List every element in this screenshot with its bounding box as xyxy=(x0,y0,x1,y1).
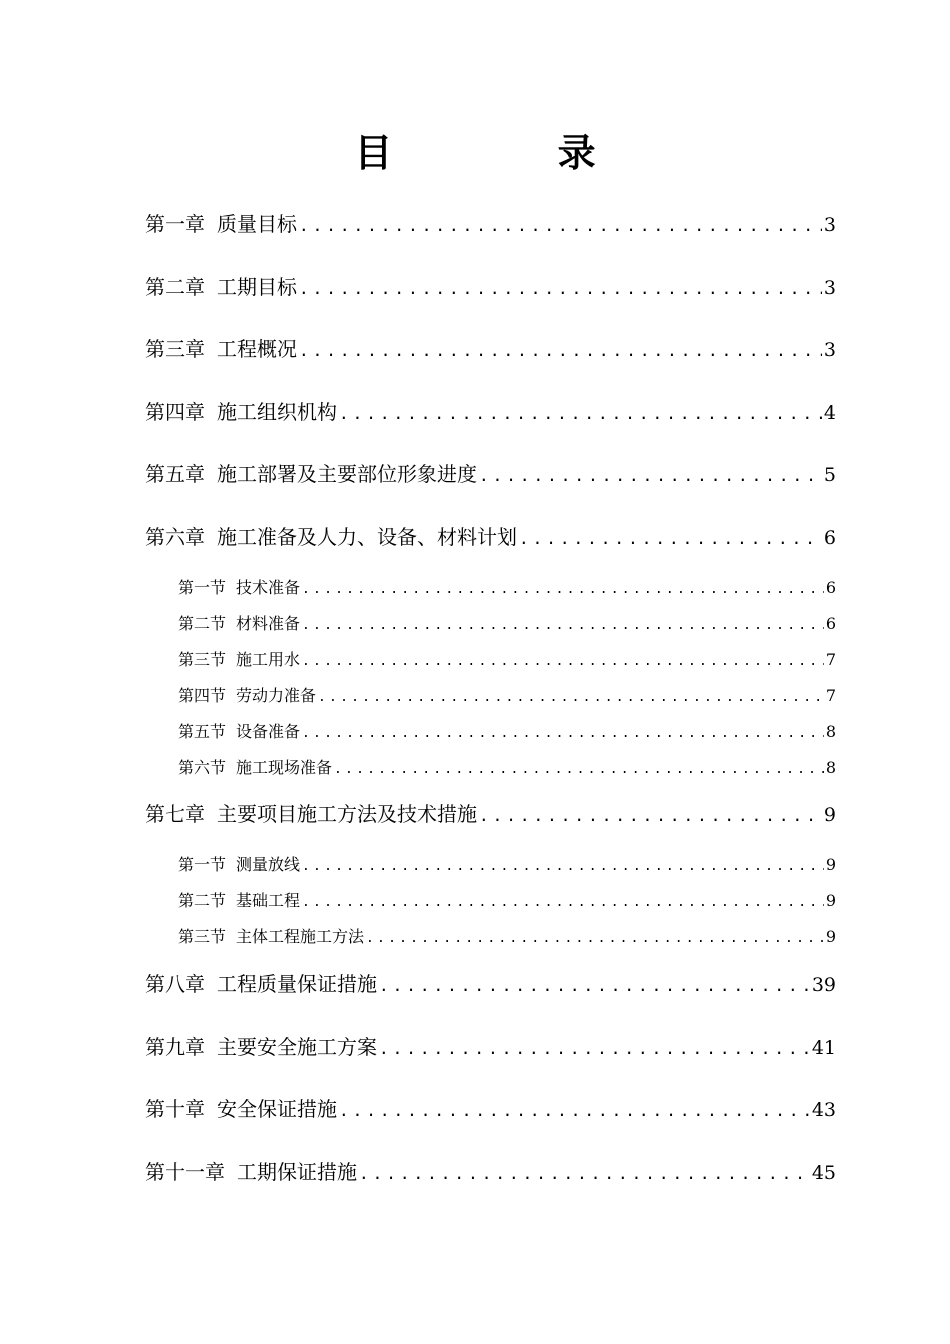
toc-entry-number: 第十一章 xyxy=(145,1160,225,1184)
toc-page-number: 6 xyxy=(825,578,836,597)
toc-dot-leader xyxy=(299,341,822,360)
toc-page-number: 4 xyxy=(823,402,836,424)
toc-chapter-entry[interactable] xyxy=(145,333,836,361)
toc-dot-leader xyxy=(302,726,824,741)
toc-entry-number: 第十章 xyxy=(145,1097,205,1121)
toc-page-number: 6 xyxy=(823,527,836,549)
toc-dot-leader xyxy=(379,1039,810,1058)
toc-entry-title: 技术准备 xyxy=(236,578,301,597)
toc-entry-number: 第二节 xyxy=(178,891,227,910)
toc-page-number: 7 xyxy=(825,650,836,669)
toc-dot-leader xyxy=(302,582,824,597)
toc-chapter-entry[interactable] xyxy=(145,458,836,486)
toc-entry-title: 施工准备及人力、设备、材料计划 xyxy=(217,525,517,549)
toc-dot-leader xyxy=(359,1164,810,1183)
toc-chapter-entry[interactable] xyxy=(145,208,836,236)
toc-entry-number: 第七章 xyxy=(145,802,205,826)
toc-page-number: 45 xyxy=(811,1162,836,1184)
toc-entry-number: 第一节 xyxy=(178,855,227,874)
toc-section-entry[interactable] xyxy=(178,719,836,741)
toc-page-number: 5 xyxy=(823,464,836,486)
toc-entry-number: 第八章 xyxy=(145,972,205,996)
toc-chapter-entry[interactable] xyxy=(145,271,836,299)
toc-section-entry[interactable] xyxy=(178,611,836,633)
toc-section-entry[interactable] xyxy=(178,755,836,777)
toc-entry-title: 主要项目施工方法及技术措施 xyxy=(217,802,477,826)
toc-chapter-entry[interactable] xyxy=(145,521,836,549)
toc-entry-number: 第四节 xyxy=(178,686,227,705)
toc-section-entry[interactable] xyxy=(178,575,836,597)
toc-entry-title: 工期保证措施 xyxy=(237,1160,357,1184)
toc-dot-leader xyxy=(302,859,824,874)
toc-chapter-entry[interactable] xyxy=(145,798,836,826)
toc-entry-title: 质量目标 xyxy=(217,212,297,236)
toc-dot-leader xyxy=(339,404,822,423)
toc-entry-title: 工程概况 xyxy=(217,337,297,361)
toc-entry-number: 第六节 xyxy=(178,758,227,777)
toc-entry-number: 第二章 xyxy=(145,275,205,299)
toc-page-number: 7 xyxy=(825,686,836,705)
toc-chapter-entry[interactable] xyxy=(145,1031,836,1059)
toc-entry-title: 工期目标 xyxy=(217,275,297,299)
toc-entry-number: 第九章 xyxy=(145,1035,205,1059)
toc-chapter-entry[interactable] xyxy=(145,396,836,424)
toc-page-number: 3 xyxy=(823,214,836,236)
toc-entry-number: 第一章 xyxy=(145,212,205,236)
toc-dot-leader xyxy=(379,976,810,995)
toc-chapter-entry[interactable] xyxy=(145,1093,836,1121)
toc-dot-leader xyxy=(479,466,822,485)
toc-entry-number: 第三章 xyxy=(145,337,205,361)
toc-entry-title: 劳动力准备 xyxy=(236,686,317,705)
toc-entry-title: 施工组织机构 xyxy=(217,400,337,424)
toc-entry-number: 第五节 xyxy=(178,722,227,741)
toc-page-number: 3 xyxy=(823,277,836,299)
toc-entry-title: 基础工程 xyxy=(236,891,301,910)
toc-dot-leader xyxy=(479,806,822,825)
toc-entry-title: 设备准备 xyxy=(236,722,301,741)
toc-dot-leader xyxy=(366,931,824,946)
toc-entry-number: 第三节 xyxy=(178,927,227,946)
toc-dot-leader xyxy=(334,762,824,777)
toc-entry-title: 施工现场准备 xyxy=(236,758,333,777)
toc-dot-leader xyxy=(302,654,824,669)
toc-entry-title: 测量放线 xyxy=(236,855,301,874)
toc-dot-leader xyxy=(519,529,822,548)
toc-chapter-entry[interactable] xyxy=(145,1156,836,1184)
toc-entry-number: 第三节 xyxy=(178,650,227,669)
toc-page-number: 9 xyxy=(825,855,836,874)
toc-page-number: 3 xyxy=(823,339,836,361)
toc-entry-title: 主体工程施工方法 xyxy=(236,927,365,946)
toc-page-number: 9 xyxy=(825,891,836,910)
toc-entry-title: 安全保证措施 xyxy=(217,1097,337,1121)
toc-entry-number: 第四章 xyxy=(145,400,205,424)
toc-entry-title: 工程质量保证措施 xyxy=(217,972,377,996)
toc-dot-leader xyxy=(339,1101,810,1120)
toc-dot-leader xyxy=(302,618,824,633)
toc-entry-number: 第六章 xyxy=(145,525,205,549)
toc-section-entry[interactable] xyxy=(178,683,836,705)
toc-section-entry[interactable] xyxy=(178,888,836,910)
toc-dot-leader xyxy=(302,895,824,910)
page-title: 目 录 xyxy=(354,131,672,175)
toc-entry-title: 材料准备 xyxy=(236,614,301,633)
toc-page-number: 41 xyxy=(811,1037,836,1059)
toc-page-number: 8 xyxy=(825,758,836,777)
toc-entry-title: 施工部署及主要部位形象进度 xyxy=(217,462,477,486)
toc-page-number: 39 xyxy=(811,974,836,996)
toc-page-number: 8 xyxy=(825,722,836,741)
toc-entry-number: 第五章 xyxy=(145,462,205,486)
toc-entry-number: 第一节 xyxy=(178,578,227,597)
toc-section-entry[interactable] xyxy=(178,852,836,874)
toc-entry-title: 施工用水 xyxy=(236,650,301,669)
toc-page-number: 9 xyxy=(823,804,836,826)
toc-page-number: 9 xyxy=(825,927,836,946)
toc-section-entry[interactable] xyxy=(178,647,836,669)
toc-dot-leader xyxy=(318,690,824,705)
toc-dot-leader xyxy=(299,279,822,298)
toc-dot-leader xyxy=(299,216,822,235)
toc-entry-title: 主要安全施工方案 xyxy=(217,1035,377,1059)
toc-entry-number: 第二节 xyxy=(178,614,227,633)
toc-page-number: 43 xyxy=(811,1099,836,1121)
toc-chapter-entry[interactable] xyxy=(145,968,836,996)
toc-section-entry[interactable] xyxy=(178,924,836,946)
toc-page-number: 6 xyxy=(825,614,836,633)
